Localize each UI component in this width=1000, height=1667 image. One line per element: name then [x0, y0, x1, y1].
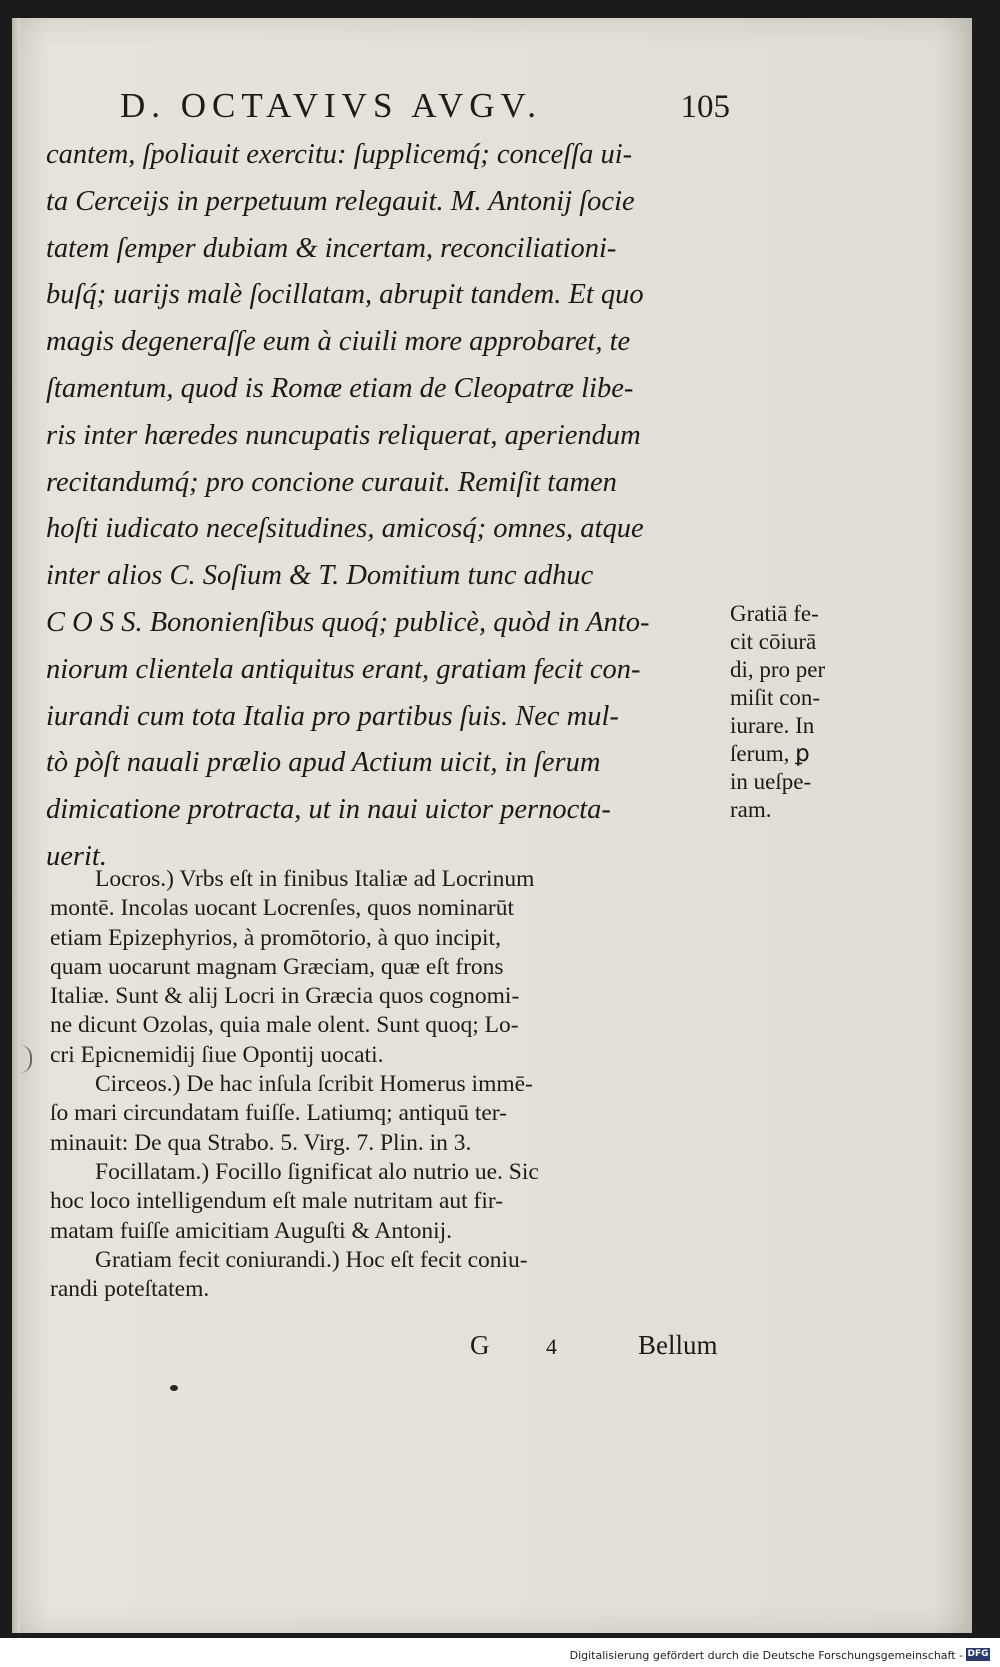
running-title: D. OCTAVIVS AVGV.	[120, 86, 543, 125]
main-text-line: ſtamentum, quod is Romæ etiam de Cleopatræ libe-	[46, 372, 634, 404]
commentary-line: matam fuiſſe amicitiam Auguſti & Antonij.	[50, 1217, 453, 1244]
main-text-line: tò pòſt nauali prælio apud Actium uicit, in ſerum	[46, 747, 601, 779]
ink-blot	[170, 1385, 178, 1391]
marginal-note-line: miſit con-	[730, 685, 821, 710]
marginal-note-line: iurare. In	[730, 713, 815, 738]
marginal-note-line: ram.	[730, 797, 772, 822]
marginal-note-line: Gratiā fe-	[730, 601, 819, 626]
main-text-line: niorum clientela antiquitus erant, gratiam fecit con-	[46, 653, 641, 685]
marginal-note-line: cit cōiurā	[730, 629, 817, 654]
main-text-line: ris inter hæredes nuncupatis reliquerat, aperiendum	[46, 419, 641, 451]
commentary-line: Locros.) Vrbs eſt in finibus Italiæ ad Locrinum	[95, 866, 535, 892]
main-text-line: dimicatione protracta, ut in naui uictor pernocta-	[46, 794, 611, 826]
running-head	[120, 86, 730, 130]
signature-mark: G	[470, 1330, 490, 1360]
catchword: Bellum	[638, 1330, 718, 1360]
main-text-line: ta Cerceijs in perpetuum relegauit. M. Antonij ſocie	[46, 185, 635, 217]
main-text-line: iurandi cum tota Italia pro partibus ſuis. Nec mul-	[46, 700, 619, 732]
page-gutter-shadow	[12, 18, 20, 1633]
main-text-block	[46, 132, 726, 881]
commentary-line: quam uocarunt magnam Græciam, quæ eſt frons	[50, 953, 504, 980]
commentary-line: minauit: De qua Strabo. 5. Virg. 7. Plin. in 3.	[50, 1129, 472, 1156]
commentary-line: Circeos.) De hac inſula ſcribit Homerus immē-	[95, 1071, 533, 1098]
marginal-note	[730, 600, 870, 824]
main-text-line: hoſti iudicato neceſsitudines, amicosq́; omnes, atque	[46, 513, 644, 545]
main-text-line: tatem ſemper dubiam & incertam, reconciliationi-	[46, 232, 617, 264]
commentary-line: ſo mari circundatam fuiſſe. Latiumq; antiquū ter-	[50, 1100, 507, 1127]
commentary-line: montē. Incolas uocant Locrenſes, quos nominarūt	[50, 895, 514, 922]
page-number: 105	[680, 89, 730, 125]
signature-number: 4	[546, 1334, 557, 1359]
main-text-line: C O S S. Bononienſibus quoq́; publicè, quòd in Anto-	[46, 606, 650, 638]
main-text-line: buſq́; uarijs malè ſocillatam, abrupit tandem. Et quo	[46, 279, 644, 311]
marginal-note-line: di, pro per	[730, 657, 826, 682]
commentary-line: Italiæ. Sunt & alij Locri in Græcia quos cognomi-	[50, 983, 520, 1010]
commentary-line: Gratiam fecit coniurandi.) Hoc eſt fecit coniu-	[95, 1246, 528, 1273]
commentary-line: hoc loco intelligendum eſt male nutritam aut fir-	[50, 1188, 504, 1215]
commentary-line: randi poteſtatem.	[50, 1276, 210, 1303]
commentary-line: etiam Epizephyrios, à promōtorio, à quo incipit,	[50, 924, 501, 951]
commentary-line: ne dicunt Ozolas, quia male olent. Sunt quoq; Lo-	[50, 1012, 519, 1039]
main-text-line: magis degeneraſſe eum à ciuili more approbaret, te	[46, 326, 631, 358]
marginal-note-line: in ueſpe-	[730, 769, 812, 794]
main-text-line: recitandumq́; pro concione curauit. Remiſit tamen	[46, 466, 617, 498]
commentary-line: cri Epicnemidij ſiue Opontij uocati.	[50, 1041, 384, 1068]
main-text-line: uerit.	[46, 840, 107, 872]
main-text-line: inter alios C. Soſium & T. Domitium tunc adhuc	[46, 560, 594, 592]
signature-line	[470, 1330, 740, 1370]
marginal-note-line: ſerum, ꝑ	[730, 741, 810, 766]
commentary-line: Focillatam.) Focillo ſignificat alo nutrio ue. Sic	[95, 1158, 539, 1185]
dfg-logo-icon: DFG	[967, 1649, 989, 1659]
commentary-block	[50, 865, 740, 1304]
main-text-line: cantem, ſpoliauit exercitu: ſupplicemq́; conceſſa ui-	[46, 139, 633, 170]
funding-credit: Digitalisierung gefördert durch die Deutsche Forschungsgemeinschaft -	[569, 1649, 963, 1662]
